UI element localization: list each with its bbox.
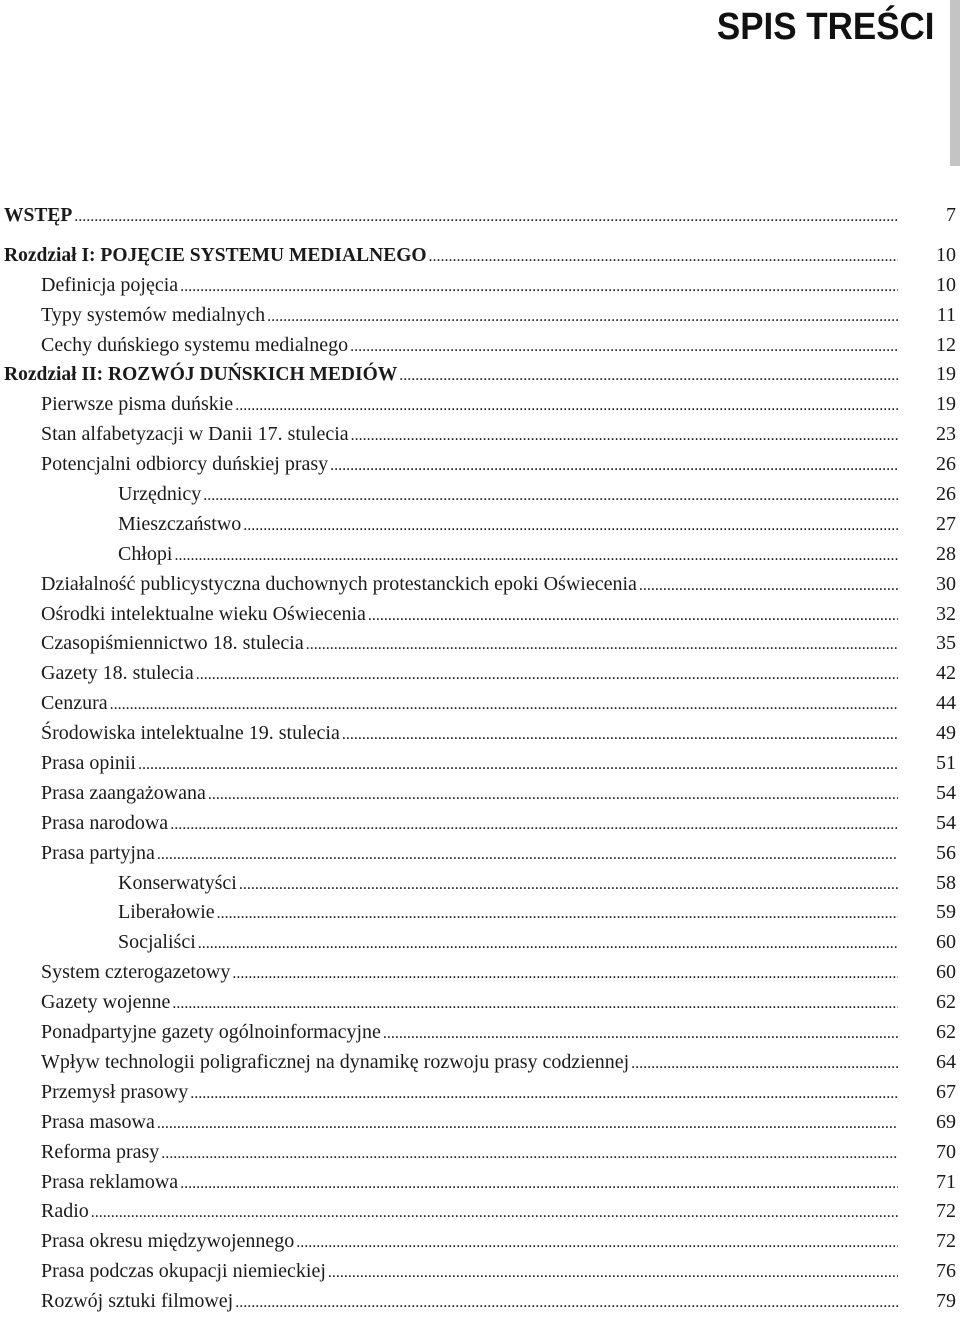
toc-entry[interactable] [4, 334, 956, 364]
dot-leader [296, 1234, 898, 1252]
dot-leader [631, 1055, 898, 1073]
toc-entry-label: Prasa partyjna [41, 841, 155, 864]
toc-entry[interactable] [4, 244, 956, 274]
toc-entry[interactable] [4, 304, 956, 334]
toc-entry[interactable] [4, 961, 956, 991]
toc-entry-page-number: 67 [936, 1080, 956, 1103]
toc-entry[interactable] [4, 931, 956, 961]
toc-entry[interactable] [4, 812, 956, 842]
toc-entry[interactable] [4, 722, 956, 752]
toc-entry[interactable] [4, 1171, 956, 1201]
toc-entry[interactable] [4, 603, 956, 633]
dot-leader [110, 696, 898, 714]
dot-leader [351, 427, 898, 445]
dot-leader [172, 995, 898, 1013]
dot-leader [180, 1175, 898, 1193]
toc-entry-page-number: 72 [936, 1230, 956, 1253]
toc-entry-label: Czasopiśmiennictwo 18. stulecia [41, 632, 304, 655]
dot-leader [180, 278, 898, 296]
dot-leader [170, 816, 898, 834]
toc-entry[interactable] [4, 393, 956, 423]
toc-entry[interactable] [4, 1230, 956, 1260]
toc-entry[interactable] [4, 632, 956, 662]
toc-entry[interactable] [4, 901, 956, 931]
toc-entry-label: Prasa podczas okupacji niemieckiej [41, 1260, 326, 1283]
toc-entry-label: Potencjalni odbiorcy duńskiej prasy [41, 453, 329, 476]
toc-entry-page-number: 10 [936, 243, 956, 266]
toc-entry-page-number: 69 [936, 1110, 956, 1133]
toc-entry[interactable] [4, 842, 956, 872]
toc-entry-label: Prasa reklamowa [41, 1170, 179, 1193]
toc-entry-label: System czterogazetowy [41, 961, 231, 984]
toc-entry-label: WSTĘP [4, 205, 73, 226]
toc-entry[interactable] [4, 1021, 956, 1051]
toc-entry[interactable] [4, 513, 956, 543]
toc-entry-label: Pierwsze pisma duńskie [41, 393, 234, 416]
dot-leader [157, 1115, 898, 1133]
toc-entry-page-number: 35 [936, 632, 956, 655]
toc-entry-page-number: 12 [936, 333, 956, 356]
toc-entry-label: Liberałowie [118, 901, 215, 924]
toc-entry-label: Gazety wojenne [41, 991, 171, 1014]
dot-leader [328, 1264, 898, 1282]
dot-leader [639, 577, 898, 595]
toc-entry-label: Gazety 18. stulecia [41, 662, 194, 685]
toc-entry-page-number: 79 [936, 1290, 956, 1313]
toc-entry-page-number: 62 [936, 1021, 956, 1044]
dot-leader [399, 367, 898, 385]
dot-leader [217, 905, 898, 923]
toc-entry-label: Przemysł prasowy [41, 1080, 189, 1103]
dot-leader [161, 1145, 898, 1163]
toc-entry[interactable] [4, 1051, 956, 1081]
dot-leader [157, 846, 898, 864]
toc-entry-label: Prasa opinii [41, 752, 136, 775]
toc-entry-page-number: 62 [936, 991, 956, 1014]
toc-entry[interactable] [4, 543, 956, 573]
toc-entry-page-number: 64 [936, 1050, 956, 1073]
toc-entry-label: Cenzura [41, 692, 108, 715]
toc-entry-page-number: 54 [936, 781, 956, 804]
toc-entry-label: Stan alfabetyzacji w Danii 17. stulecia [41, 423, 349, 446]
toc-entry[interactable] [4, 782, 956, 812]
toc-entry[interactable] [4, 662, 956, 692]
dot-leader [235, 1294, 898, 1312]
toc-entry[interactable] [4, 1081, 956, 1111]
toc-entry-page-number: 70 [936, 1140, 956, 1163]
toc-entry-page-number: 19 [936, 363, 956, 386]
toc-entry-page-number: 23 [936, 423, 956, 446]
dot-leader [243, 517, 898, 535]
toc-entry-label: Mieszczaństwo [118, 512, 242, 535]
toc-entry-page-number: 54 [936, 811, 956, 834]
toc-entry-page-number: 51 [936, 752, 956, 775]
toc-entry-label: Rozdział II: ROZWÓJ DUŃSKICH MEDIÓW [4, 364, 398, 386]
toc-entry-page-number: 76 [936, 1260, 956, 1283]
toc-entry[interactable] [4, 423, 956, 453]
toc-entry-page-number: 19 [936, 393, 956, 416]
dot-leader [267, 308, 898, 326]
dot-leader [190, 1085, 898, 1103]
toc-entry-page-number: 49 [936, 722, 956, 745]
toc-entry-page-number: 58 [936, 871, 956, 894]
dot-leader [235, 397, 898, 415]
toc-entry[interactable] [4, 1290, 956, 1320]
toc-entry[interactable] [4, 872, 956, 902]
toc-entry[interactable] [4, 1141, 956, 1171]
toc-entry[interactable] [4, 1200, 956, 1230]
toc-entry-page-number: 7 [946, 204, 956, 226]
toc-entry-page-number: 60 [936, 961, 956, 984]
toc-entry-page-number: 11 [936, 303, 956, 326]
toc-entry-label: Reforma prasy [41, 1140, 160, 1163]
toc-entry[interactable] [4, 363, 956, 393]
toc-entry-label: Prasa narodowa [41, 811, 169, 834]
dot-leader [196, 666, 898, 684]
toc-entry-page-number: 60 [936, 931, 956, 954]
toc-entry[interactable] [4, 483, 956, 513]
dot-leader [239, 876, 898, 894]
dot-leader [368, 607, 898, 625]
toc-entry-label: Typy systemów medialnych [41, 303, 266, 326]
toc-entry[interactable] [4, 1260, 956, 1290]
dot-leader [429, 248, 898, 266]
toc-entry-label: Rozdział I: POJĘCIE SYSTEMU MEDIALNEGO [4, 244, 427, 266]
dot-leader [138, 756, 898, 774]
toc-entry-label: Ponadpartyjne gazety ogólnoinformacyjne [41, 1021, 381, 1044]
title-accent-bar [950, 0, 960, 166]
dot-leader [306, 636, 898, 654]
toc-entry-page-number: 59 [936, 901, 956, 924]
toc-entry-label: Prasa zaangażowana [41, 781, 206, 804]
dot-leader [330, 457, 898, 475]
toc-entry-label: Środowiska intelektualne 19. stulecia [41, 722, 340, 745]
toc-entry-page-number: 71 [936, 1170, 956, 1193]
toc-entry-label: Chłopi [118, 542, 173, 565]
dot-leader [198, 935, 898, 953]
toc-entry[interactable] [4, 573, 956, 603]
toc-entry-label: Działalność publicystyczna duchownych protestanckich epoki Oświecenia [41, 572, 637, 595]
toc-entry[interactable] [4, 274, 956, 304]
dot-leader [342, 726, 898, 744]
dot-leader [91, 1204, 898, 1222]
toc-entry-page-number: 10 [936, 273, 956, 296]
toc-entry-page-number: 26 [936, 483, 956, 506]
toc-entry-label: Urzędnicy [118, 483, 202, 506]
toc-entry[interactable] [4, 204, 956, 234]
toc-entry[interactable] [4, 752, 956, 782]
toc-entry-label: Definicja pojęcia [41, 273, 179, 296]
dot-leader [174, 547, 898, 565]
dot-leader [232, 965, 898, 983]
toc-entry-page-number: 27 [936, 512, 956, 535]
toc-entry-label: Konserwatyści [118, 871, 237, 894]
toc-entry-page-number: 72 [936, 1200, 956, 1223]
toc-entry-page-number: 28 [936, 542, 956, 565]
toc-entry-label: Rozwój sztuki filmowej [41, 1290, 234, 1313]
dot-leader [350, 338, 898, 356]
toc-entry-label: Wpływ technologii poligraficznej na dynamikę rozwoju prasy codziennej [41, 1050, 630, 1073]
toc-entry-page-number: 26 [936, 453, 956, 476]
toc-entry-page-number: 32 [936, 602, 956, 625]
dot-leader [203, 487, 898, 505]
toc-entry[interactable] [4, 453, 956, 483]
toc-entry-label: Radio [41, 1200, 89, 1223]
table-of-contents [4, 204, 956, 1320]
toc-entry-label: Ośrodki intelektualne wieku Oświecenia [41, 602, 366, 625]
page-title: SPIS TREŚCI [716, 6, 934, 48]
toc-entry-page-number: 44 [936, 692, 956, 715]
toc-entry[interactable] [4, 1111, 956, 1141]
toc-entry-page-number: 30 [936, 572, 956, 595]
toc-entry-label: Prasa masowa [41, 1110, 155, 1133]
toc-entry-label: Cechy duńskiego systemu medialnego [41, 333, 349, 356]
toc-entry[interactable] [4, 692, 956, 722]
toc-entry-page-number: 42 [936, 662, 956, 685]
toc-entry-page-number: 56 [936, 841, 956, 864]
dot-leader [383, 1025, 898, 1043]
toc-entry[interactable] [4, 991, 956, 1021]
dot-leader [208, 786, 898, 804]
toc-entry-label: Socjaliści [118, 931, 196, 954]
dot-leader [74, 208, 898, 226]
toc-entry-label: Prasa okresu międzywojennego [41, 1230, 295, 1253]
